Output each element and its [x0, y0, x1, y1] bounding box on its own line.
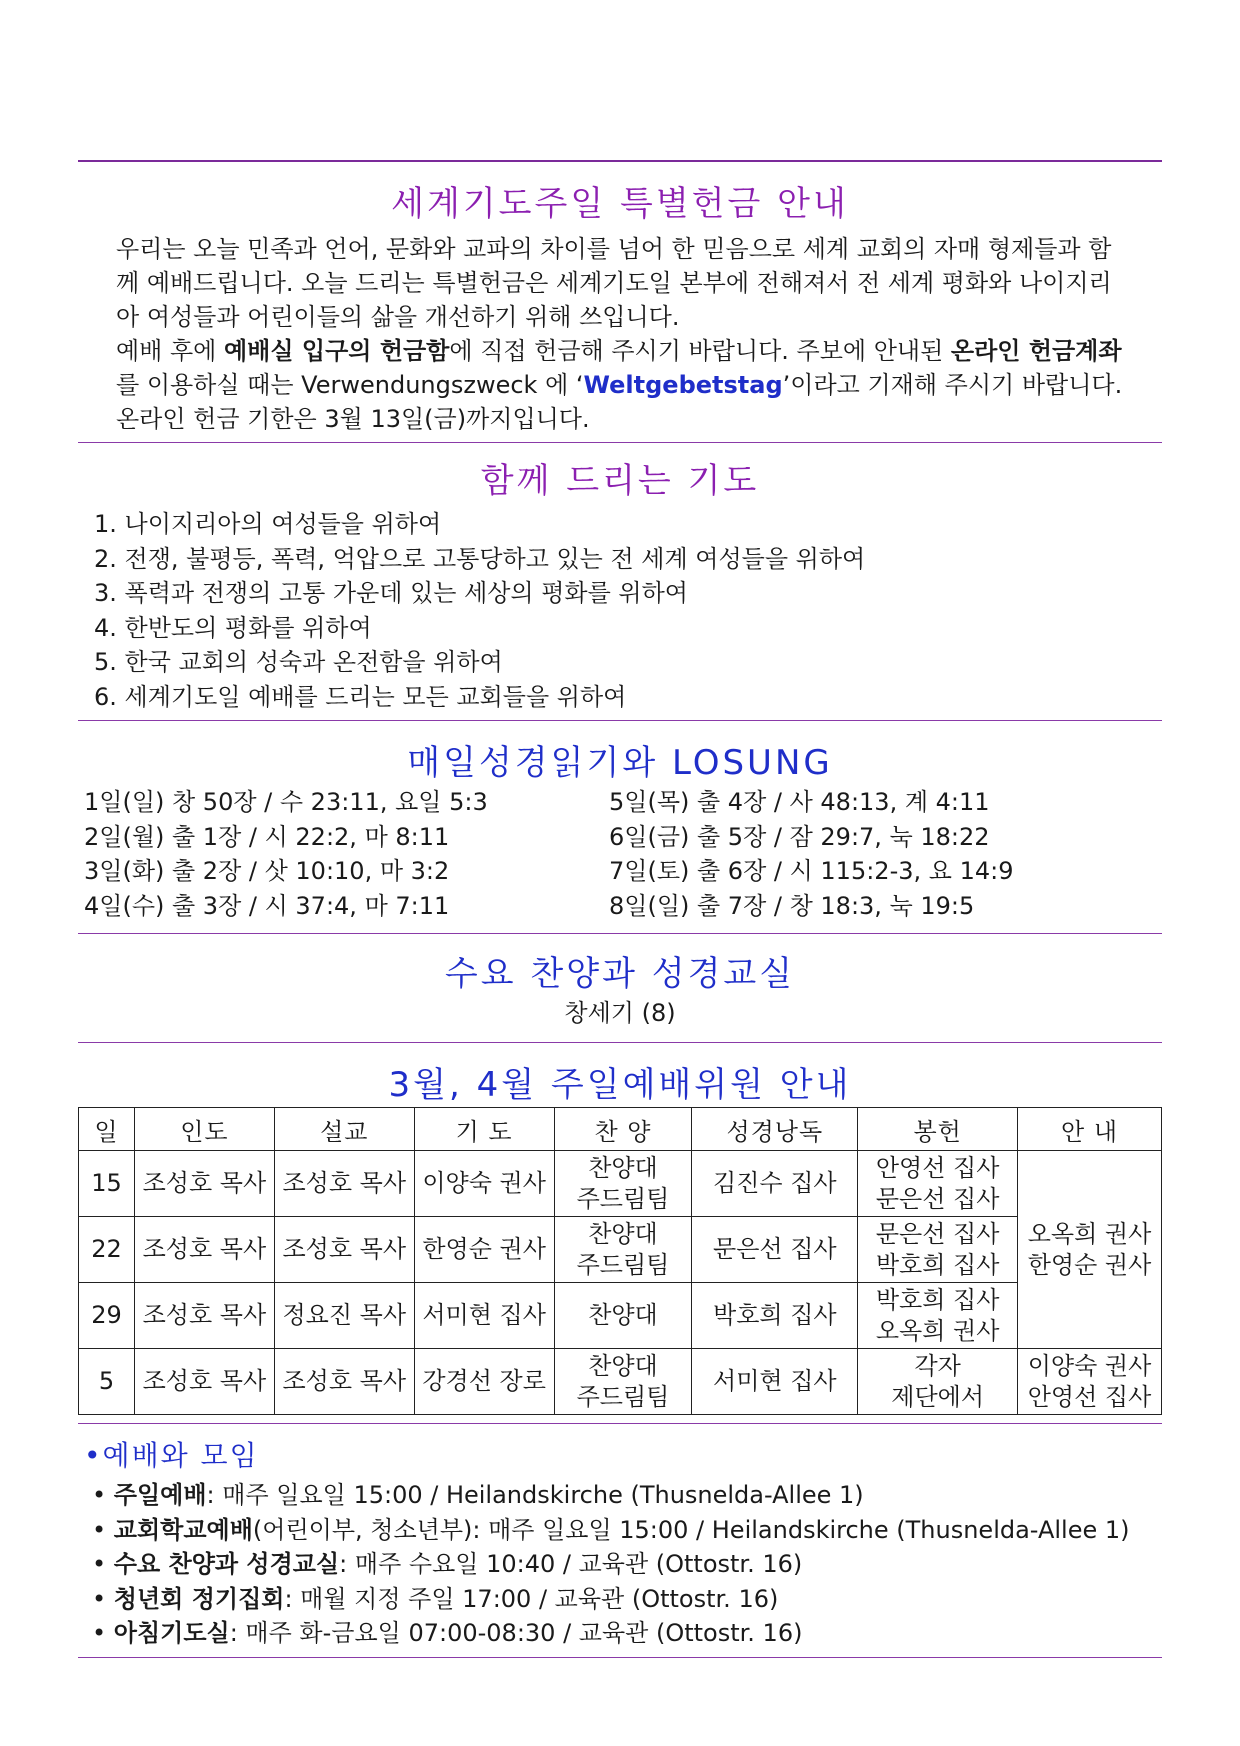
table-row [79, 1217, 1162, 1283]
cell-sermon: 정요진 목사 [274, 1283, 414, 1349]
bible-reading-list [78, 785, 1162, 923]
cell-prayer: 강경선 장로 [414, 1349, 554, 1415]
cell-offering: 문은선 집사 박호희 집사 [858, 1217, 1018, 1283]
list-item: 1. 나이지리아의 여성들을 위하여 [94, 510, 442, 538]
meetings-title: •예배와 모임 [84, 1439, 259, 1472]
header-day: 일 [79, 1108, 135, 1151]
offering-paragraph-2: 예배 후에 예배실 입구의 헌금함에 직접 헌금해 주시기 바랍니다. 주보에 안내된 온라인 헌금계좌를 이용하실 때는 Verwendungszweck 에 ‘Weltgebetstag’이라고 기재해 주시기 바랍니다. [116, 337, 1123, 399]
cell-offering: 박호희 집사 오옥희 권사 [858, 1283, 1018, 1349]
reading-item: 8일(일) 출 7장 / 창 18:3, 눅 19:5 [609, 891, 975, 920]
list-item: 4. 한반도의 평화를 위하여 [94, 613, 372, 642]
header-sermon: 설교 [274, 1108, 414, 1151]
cell-reading: 서미현 집사 [692, 1349, 858, 1415]
reading-item: 6일(금) 출 5장 / 잠 29:7, 눅 18:22 [609, 822, 990, 851]
table-row [79, 1151, 1162, 1217]
cell-prayer: 한영순 권사 [414, 1217, 554, 1283]
divider [78, 1042, 1162, 1043]
cell-usher: 이양숙 권사 안영선 집사 [1018, 1349, 1162, 1415]
header-praise: 찬 양 [554, 1108, 692, 1151]
cell-praise: 찬양대 주드림팀 [554, 1151, 692, 1217]
cell-day: 15 [79, 1151, 135, 1217]
offering-paragraph-1: 우리는 오늘 민족과 언어, 문화와 교파의 차이를 넘어 한 믿음으로 세계 교회의 자매 형제들과 함께 예배드립니다. 오늘 드리는 특별헌금은 세계기도일 본부에 전해져서 전 세계 평화와 나이지리아 여성들과 어린이들의 삶을 개선하기 위해 쓰입니다. [116, 235, 1112, 331]
wednesday-title: 수요 찬양과 성경교실 [444, 954, 796, 994]
duty-table [78, 1107, 1162, 1415]
divider [78, 933, 1162, 934]
meetings-list [78, 1478, 1162, 1651]
cell-lead: 조성호 목사 [134, 1283, 274, 1349]
table-row [79, 1283, 1162, 1349]
divider [78, 160, 1162, 162]
divider [78, 442, 1162, 443]
divider [78, 720, 1162, 721]
bible-title: 매일성경읽기와 LOSUNG [407, 743, 833, 783]
cell-day: 29 [79, 1283, 135, 1349]
cell-lead: 조성호 목사 [134, 1151, 274, 1217]
prayer-title: 함께 드리는 기도 [480, 461, 760, 501]
list-item: • 청년회 정기집회: 매월 지정 주일 17:00 / 교육관 (Ottostr. 16) [92, 1582, 1162, 1617]
cell-usher: 오옥희 권사 한영순 권사 [1018, 1151, 1162, 1349]
wednesday-subtitle: 창세기 (8) [564, 999, 676, 1027]
table-header-row [79, 1108, 1162, 1151]
reading-item: 3일(화) 출 2장 / 삿 10:10, 마 3:2 [84, 857, 450, 885]
list-item: • 주일예배: 매주 일요일 15:00 / Heilandskirche (Thusnelda-Allee 1) [92, 1478, 1162, 1513]
reading-item: 7일(토) 출 6장 / 시 115:2-3, 요 14:9 [609, 857, 1014, 885]
divider [78, 1657, 1162, 1658]
reading-item: 1일(일) 창 50장 / 수 23:11, 요일 5:3 [84, 788, 488, 816]
reading-item: 4일(수) 출 3장 / 시 37:4, 마 7:11 [84, 891, 450, 920]
weltgebetstag-keyword: Weltgebetstag [583, 371, 783, 399]
cell-prayer: 이양숙 권사 [414, 1151, 554, 1217]
cell-sermon: 조성호 목사 [274, 1217, 414, 1283]
table-row [79, 1349, 1162, 1415]
offering-deadline: 온라인 헌금 기한은 3월 13일(금)까지입니다. [116, 405, 590, 433]
header-prayer: 기 도 [414, 1108, 554, 1151]
list-item: 6. 세계기도일 예배를 드리는 모든 교회들을 위하여 [94, 682, 627, 711]
cell-day: 5 [79, 1349, 135, 1415]
cell-sermon: 조성호 목사 [274, 1151, 414, 1217]
cell-lead: 조성호 목사 [134, 1217, 274, 1283]
duty-title: 3월, 4월 주일예배위원 안내 [388, 1065, 852, 1105]
cell-praise: 찬양대 주드림팀 [554, 1349, 692, 1415]
cell-praise: 찬양대 [554, 1283, 692, 1349]
list-item: • 수요 찬양과 성경교실: 매주 수요일 10:40 / 교육관 (Ottostr. 16) [92, 1547, 1162, 1582]
cell-prayer: 서미현 집사 [414, 1283, 554, 1349]
header-usher: 안 내 [1018, 1108, 1162, 1151]
offering-title: 세계기도주일 특별헌금 안내 [391, 184, 849, 224]
cell-sermon: 조성호 목사 [274, 1349, 414, 1415]
cell-lead: 조성호 목사 [134, 1349, 274, 1415]
list-item: • 교회학교예배(어린이부, 청소년부): 매주 일요일 15:00 / Heilandskirche (Thusnelda-Allee 1) [92, 1513, 1162, 1548]
header-reading: 성경낭독 [692, 1108, 858, 1151]
list-item: 3. 폭력과 전쟁의 고통 가운데 있는 세상의 평화를 위하여 [94, 579, 688, 607]
list-item: 5. 한국 교회의 성숙과 온전함을 위하여 [94, 648, 503, 676]
list-item: 2. 전쟁, 불평등, 폭력, 억압으로 고통당하고 있는 전 세계 여성들을 위하여 [94, 544, 866, 573]
header-offering: 봉헌 [858, 1108, 1018, 1151]
cell-reading: 문은선 집사 [692, 1217, 858, 1283]
cell-offering: 안영선 집사 문은선 집사 [858, 1151, 1018, 1217]
cell-praise: 찬양대 주드림팀 [554, 1217, 692, 1283]
cell-day: 22 [79, 1217, 135, 1283]
reading-item: 2일(월) 출 1장 / 시 22:2, 마 8:11 [84, 822, 450, 851]
cell-reading: 박호희 집사 [692, 1283, 858, 1349]
offering-box-location: 예배실 입구의 헌금함 [224, 337, 450, 365]
cell-reading: 김진수 집사 [692, 1151, 858, 1217]
cell-offering: 각자 제단에서 [858, 1349, 1018, 1415]
header-lead: 인도 [134, 1108, 274, 1151]
prayer-list [78, 507, 1162, 714]
list-item: • 아침기도실: 매주 화-금요일 07:00-08:30 / 교육관 (Ottostr. 16) [92, 1616, 1162, 1651]
divider [78, 1423, 1162, 1424]
reading-item: 5일(목) 출 4장 / 사 48:13, 계 4:11 [609, 788, 990, 816]
online-account-label: 온라인 헌금계좌 [950, 337, 1122, 365]
bulletin-page [78, 160, 1162, 1658]
